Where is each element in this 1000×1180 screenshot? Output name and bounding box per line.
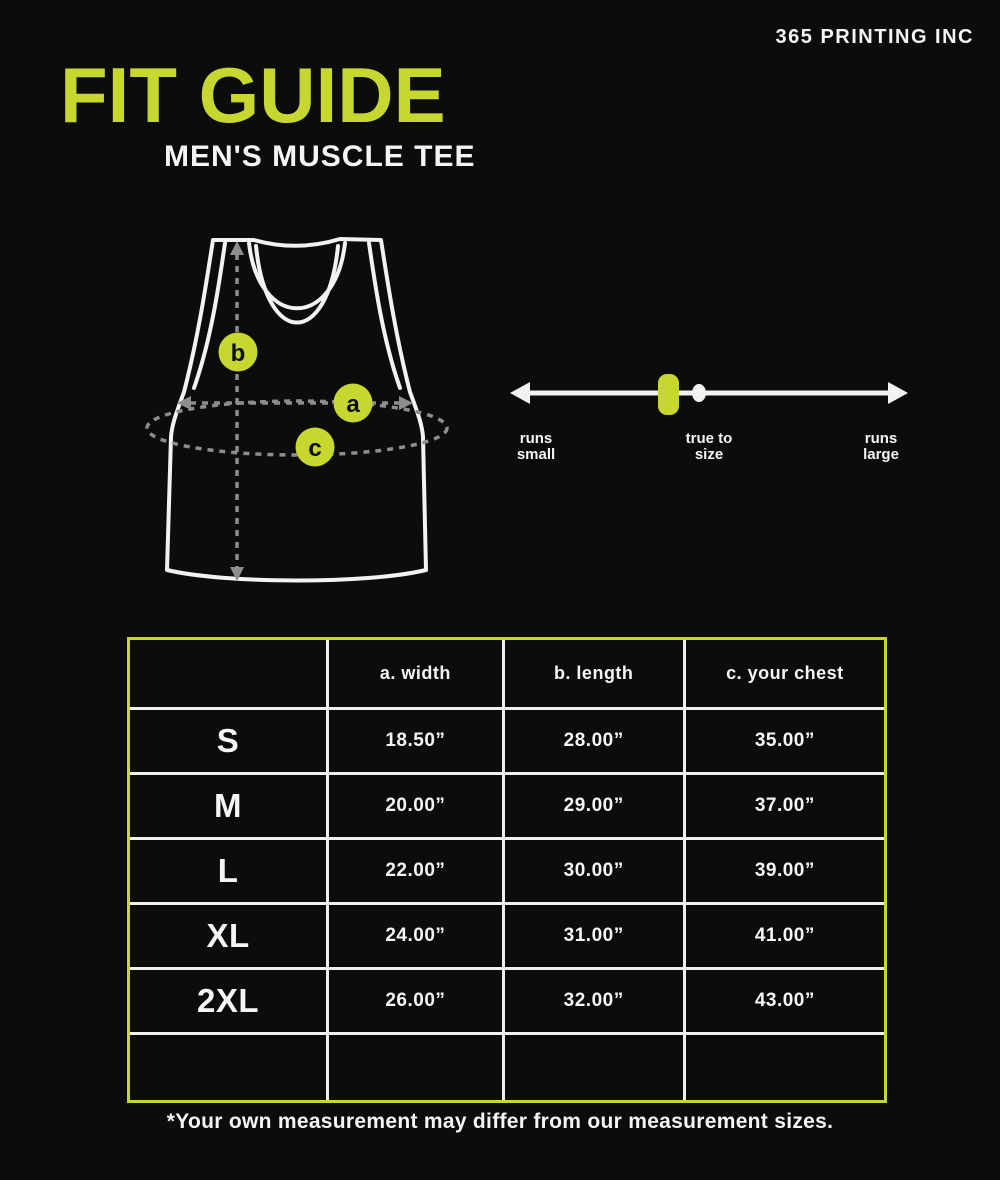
- muscle-tee-diagram: [95, 215, 485, 605]
- fit-scale-dot: [692, 384, 706, 402]
- collar-outer-line: [249, 243, 345, 308]
- scale-label-runs-small: runs small: [516, 430, 556, 463]
- header-width: a. width: [328, 640, 504, 708]
- marker-a-badge: [334, 384, 373, 423]
- fit-indicator-marker: [658, 374, 679, 415]
- marker-a-label: a: [346, 391, 360, 418]
- length-value: 29.00”: [503, 773, 684, 838]
- size-label: S: [130, 708, 328, 773]
- scale-label-runs-large: runs large: [863, 430, 899, 463]
- empty-cell: [130, 1033, 328, 1100]
- page-title: FIT GUIDE: [60, 51, 446, 139]
- scale-label-true-to-size: true to size: [685, 430, 733, 463]
- size-label: XL: [130, 903, 328, 968]
- chest-value: 43.00”: [684, 968, 884, 1033]
- empty-cell: [503, 1033, 684, 1100]
- chest-value: 41.00”: [684, 903, 884, 968]
- fit-scale: [495, 355, 915, 425]
- fit-scale-arrow-right: [888, 382, 908, 404]
- marker-c-label: c: [308, 435, 322, 462]
- size-label: M: [130, 773, 328, 838]
- table-header-row: [130, 640, 884, 708]
- length-arrow-top: [230, 241, 244, 255]
- length-value: 32.00”: [503, 968, 684, 1033]
- width-value: 22.00”: [328, 838, 504, 903]
- brand-name: 365 PRINTING INC: [775, 26, 974, 48]
- tee-outline: [167, 239, 426, 581]
- header-length: b. length: [503, 640, 684, 708]
- table-row-empty: [130, 1033, 884, 1100]
- table-row-2xl: [130, 968, 884, 1033]
- size-table: [127, 637, 887, 1103]
- marker-b-badge: [219, 333, 258, 372]
- width-value: 18.50”: [328, 708, 504, 773]
- width-value: 26.00”: [328, 968, 504, 1033]
- table-row-xl: [130, 903, 884, 968]
- header-chest: c. your chest: [684, 640, 884, 708]
- chest-value: 37.00”: [684, 773, 884, 838]
- size-label: L: [130, 838, 328, 903]
- table-row-l: [130, 838, 884, 903]
- table-row-s: [130, 708, 884, 773]
- empty-cell: [684, 1033, 884, 1100]
- chest-value: 35.00”: [684, 708, 884, 773]
- fit-scale-arrow-left: [510, 382, 530, 404]
- length-value: 28.00”: [503, 708, 684, 773]
- length-value: 30.00”: [503, 838, 684, 903]
- table-row-m: [130, 773, 884, 838]
- width-value: 24.00”: [328, 903, 504, 968]
- measurement-disclaimer: *Your own measurement may differ from our measurement sizes.: [166, 1110, 834, 1133]
- size-label: 2XL: [130, 968, 328, 1033]
- header-size: [130, 640, 328, 708]
- length-value: 31.00”: [503, 903, 684, 968]
- marker-b-label: b: [230, 340, 246, 367]
- empty-cell: [328, 1033, 504, 1100]
- page-subtitle: MEN'S MUSCLE TEE: [164, 140, 476, 173]
- marker-c-badge: [296, 428, 335, 467]
- chest-value: 39.00”: [684, 838, 884, 903]
- collar-inner-line: [256, 246, 338, 323]
- width-value: 20.00”: [328, 773, 504, 838]
